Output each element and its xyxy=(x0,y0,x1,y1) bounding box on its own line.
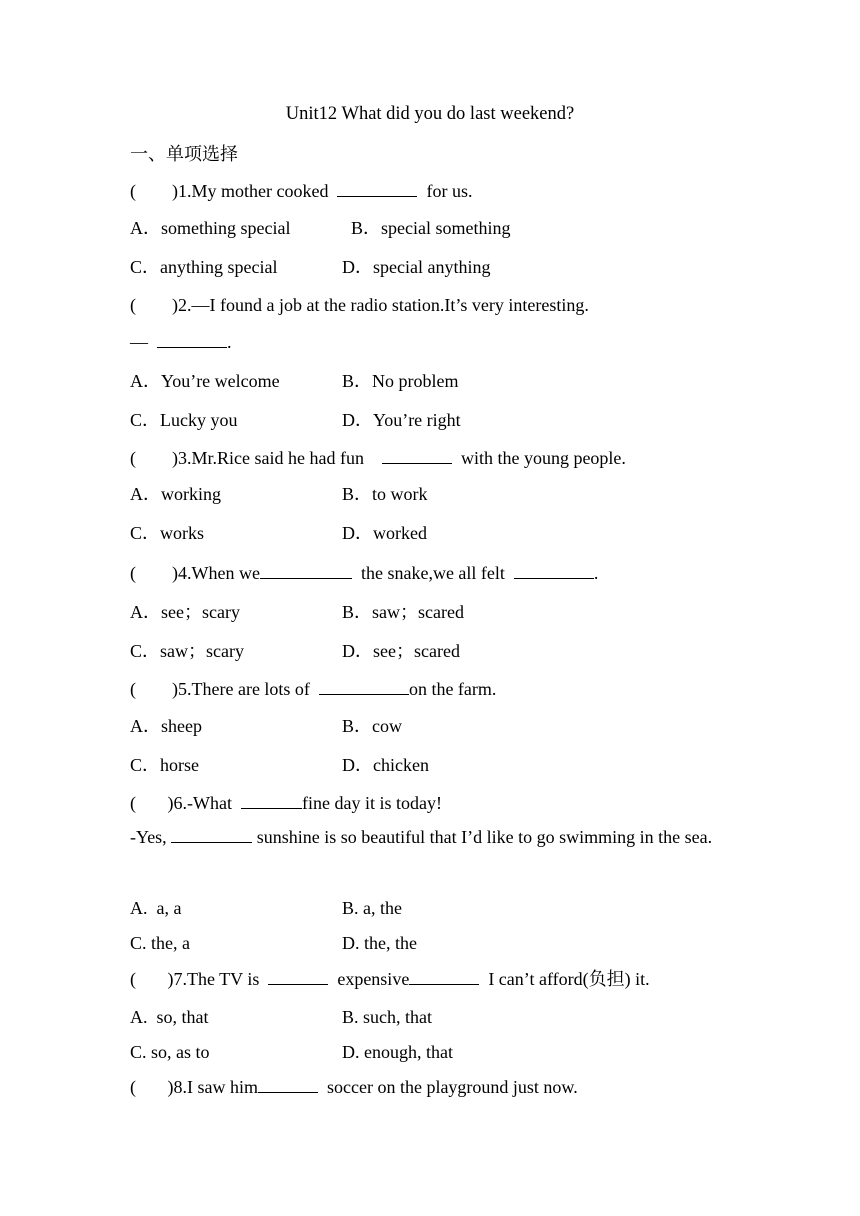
option-1c: C．anything special xyxy=(130,257,278,277)
option-2a: A．You’re welcome xyxy=(130,371,280,391)
answer-blank xyxy=(258,1075,318,1093)
option-5c: C．horse xyxy=(130,755,199,775)
option-3a: A．working xyxy=(130,484,221,504)
option-7d: D. enough, that xyxy=(342,1042,453,1062)
option-4c: C．saw；scary xyxy=(130,641,244,661)
answer-blank xyxy=(337,179,417,197)
option-5d: D．chicken xyxy=(342,755,429,775)
option-6c: C. the, a xyxy=(130,933,190,953)
question-1: ( )1.My mother cooked for us. xyxy=(130,181,473,201)
page-title: Unit12 What did you do last weekend? xyxy=(285,104,575,124)
option-1b: B．special something xyxy=(351,218,511,238)
option-4d: D．see；scared xyxy=(342,641,460,661)
answer-blank xyxy=(157,330,227,348)
question-2-reply: — . xyxy=(130,332,232,352)
option-1d: D．special anything xyxy=(342,257,491,277)
option-2d: D．You’re right xyxy=(342,410,461,430)
option-5a: A．sheep xyxy=(130,716,202,736)
option-7b: B. such, that xyxy=(342,1007,432,1027)
option-3d: D．worked xyxy=(342,523,427,543)
question-8: ( )8.I saw him soccer on the playground just now. xyxy=(130,1077,578,1097)
answer-blank xyxy=(514,561,594,579)
option-3b: B．to work xyxy=(342,484,428,504)
option-6d: D. the, the xyxy=(342,933,417,953)
question-6-reply: -Yes, sunshine is so beautiful that I’d like to go swimming in the sea. xyxy=(130,827,713,847)
question-2: ( )2.—I found a job at the radio station.It’s very interesting. xyxy=(130,295,589,315)
question-4: ( )4.When we the snake,we all felt . xyxy=(130,563,599,583)
answer-blank xyxy=(319,677,409,695)
question-3: ( )3.Mr.Rice said he had fun with the young people. xyxy=(130,448,626,468)
answer-blank xyxy=(241,791,302,809)
answer-blank xyxy=(382,446,452,464)
option-2c: C．Lucky you xyxy=(130,410,238,430)
answer-blank xyxy=(260,561,352,579)
option-4a: A．see；scary xyxy=(130,602,240,622)
question-6: ( )6.-What fine day it is today! xyxy=(130,793,442,813)
option-4b: B．saw；scared xyxy=(342,602,464,622)
question-5: ( )5.There are lots of on the farm. xyxy=(130,679,497,699)
option-6a: A. a, a xyxy=(130,898,182,918)
option-3c: C．works xyxy=(130,523,205,543)
section-heading: 一、单项选择 xyxy=(130,144,238,165)
answer-blank xyxy=(171,825,252,843)
option-7a: A. so, that xyxy=(130,1007,209,1027)
option-6b: B. a, the xyxy=(342,898,402,918)
question-7: ( )7.The TV is expensive I can’t afford(负担) it. xyxy=(130,969,650,989)
option-1a: A．something special xyxy=(130,218,291,238)
option-5b: B．cow xyxy=(342,716,402,736)
option-2b: B．No problem xyxy=(342,371,459,391)
answer-blank xyxy=(409,967,479,985)
answer-blank xyxy=(268,967,328,985)
option-7c: C. so, as to xyxy=(130,1042,210,1062)
